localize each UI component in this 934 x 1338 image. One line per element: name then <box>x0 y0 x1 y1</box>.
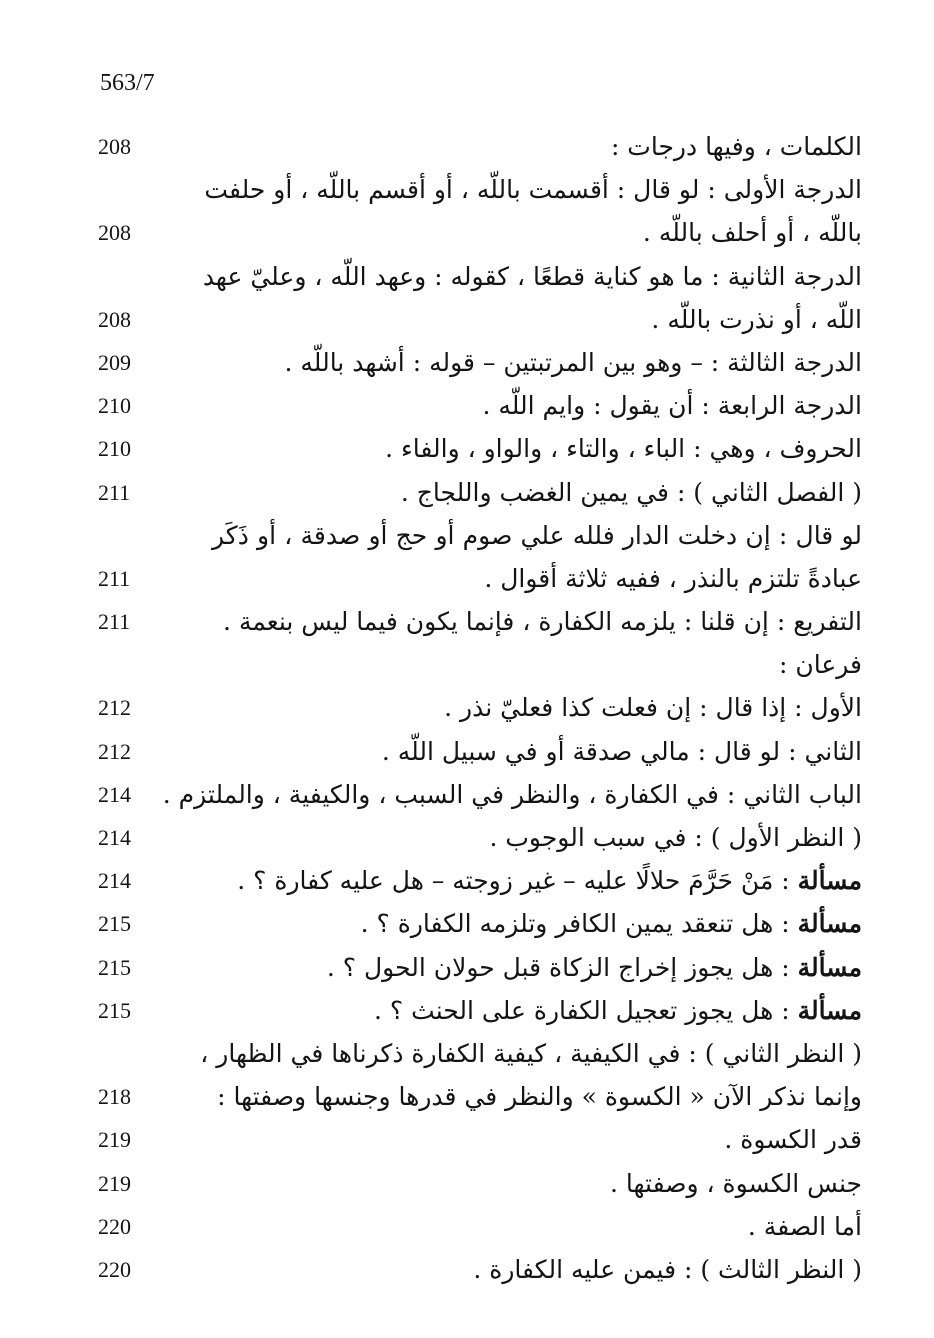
toc-line <box>0 169 934 212</box>
page-number: 211 <box>98 479 131 505</box>
page-number: 220 <box>98 1213 131 1239</box>
issue-label: مسألة <box>797 909 862 939</box>
toc-line <box>0 644 934 687</box>
toc-line <box>0 256 934 299</box>
toc-line <box>0 990 934 1033</box>
page-number: 211 <box>98 609 131 635</box>
page-number: 215 <box>98 911 131 937</box>
toc-line <box>0 687 934 730</box>
issue-label: مسألة <box>797 995 862 1025</box>
issue-text: : مَنْ حَرَّمَ حلالًا عليه – غير زوجته – هل عليه كفارة ؟ . <box>237 866 798 896</box>
toc-entry-text: الثاني : لو قال : مالي صدقة أو في سبيل اللّه . <box>381 736 862 766</box>
toc-entry-text: أما الصفة . <box>747 1211 862 1241</box>
toc-line <box>0 515 934 558</box>
toc-entry-text: الحروف ، وهي : الباء ، والتاء ، والواو ، والفاء . <box>385 434 862 464</box>
page-number: 212 <box>98 738 131 764</box>
toc-line <box>0 385 934 428</box>
toc-line <box>0 299 934 342</box>
toc-entry-text <box>212 864 862 898</box>
toc-line <box>0 1163 934 1206</box>
page-number: 208 <box>98 220 131 246</box>
toc-line <box>0 212 934 255</box>
page-number: 212 <box>98 695 131 721</box>
page-number: 220 <box>98 1256 131 1282</box>
toc-line <box>0 1249 934 1292</box>
toc-entry-text: ( النظر الأول ) : في سبب الوجوب . <box>489 823 862 852</box>
toc-entry-text <box>212 994 862 1028</box>
page-number: 219 <box>98 1127 131 1153</box>
page-number: 215 <box>98 954 131 980</box>
toc-entry-text: الدرجة الثانية : ما هو كناية قطعًا ، كقوله : وعهد اللّه ، وعليّ عهد <box>202 261 862 291</box>
toc-entry-text: الدرجة الأولى : لو قال : أقسمت باللّه ، أو أقسم باللّه ، أو حلفت <box>204 175 862 205</box>
toc-entry-text: ( الفصل الثاني ) : في يمين الغضب واللجاج . <box>400 477 862 507</box>
issue-label: مسألة <box>797 952 862 982</box>
toc-entry-text <box>212 951 862 985</box>
toc-entry-text: الأول : إذا قال : إن فعلت كذا فعليّ نذر . <box>444 693 862 723</box>
toc-entry-text: وإنما نذكر الآن « الكسوة » والنظر في قدرها وجنسها وصفتها : <box>217 1082 862 1112</box>
toc-entry-text: ( النظر الثالث ) : فيمن عليه الكفارة . <box>473 1254 862 1284</box>
toc-line <box>0 472 934 515</box>
toc-entry-text: جنس الكسوة ، وصفتها . <box>610 1168 862 1198</box>
toc-entry-text <box>212 907 862 941</box>
toc-entry-text: عبادةً تلتزم بالنذر ، ففيه ثلاثة أقوال . <box>484 563 862 593</box>
toc-entry-text: قدر الكسوة . <box>724 1125 862 1155</box>
toc-line <box>0 558 934 601</box>
page-reference: 563/7 <box>100 70 155 96</box>
page-number: 214 <box>98 781 131 807</box>
toc-entry-text: الدرجة الرابعة : أن يقول : وايم اللّه . <box>482 391 862 421</box>
page-number: 214 <box>98 868 131 894</box>
issue-text: : هل تنعقد يمين الكافر وتلزمه الكفارة ؟ . <box>360 909 798 939</box>
page-number: 210 <box>98 393 131 419</box>
toc-line <box>0 774 934 817</box>
toc-entry-text: التفريع : إن قلنا : يلزمه الكفارة ، فإنما يكون فيما ليس بنعمة . <box>223 607 862 637</box>
page-number: 219 <box>98 1170 131 1196</box>
page-number: 208 <box>98 306 131 332</box>
toc-line <box>0 601 934 644</box>
toc-line <box>0 903 934 946</box>
toc-entry-text: باللّه ، أو أحلف باللّه . <box>642 218 862 248</box>
toc-entry-text: لو قال : إن دخلت الدار فلله علي صوم أو حج أو صدقة ، أو ذَكَر <box>212 520 862 550</box>
toc-line <box>0 1206 934 1249</box>
page-number: 210 <box>98 436 131 462</box>
toc-entry-text: الباب الثاني : في الكفارة ، والنظر في السبب ، والكيفية ، والملتزم . <box>162 779 862 809</box>
toc-entry-text: اللّه ، أو نذرت باللّه . <box>651 304 862 334</box>
toc-entry-text: الدرجة الثالثة : – وهو بين المرتبتين – قوله : أشهد باللّه . <box>284 347 862 377</box>
toc-line <box>0 860 934 903</box>
toc-line <box>0 817 934 860</box>
page-number: 218 <box>98 1084 131 1110</box>
toc-line <box>0 1076 934 1119</box>
toc-line <box>0 1119 934 1162</box>
table-of-contents <box>0 126 934 1292</box>
issue-label: مسألة <box>797 866 862 896</box>
toc-entry-text: الكلمات ، وفيها درجات : <box>610 132 862 161</box>
page-number: 209 <box>98 349 131 375</box>
toc-line <box>0 1033 934 1076</box>
toc-entry-text: فرعان : <box>778 650 862 680</box>
issue-text: : هل يجوز تعجيل الكفارة على الحنث ؟ . <box>374 995 798 1025</box>
toc-line <box>0 342 934 385</box>
page-number: 211 <box>98 565 131 591</box>
toc-line <box>0 731 934 774</box>
page-number: 208 <box>98 134 131 159</box>
toc-line <box>0 126 934 169</box>
toc-line <box>0 947 934 990</box>
toc-line <box>0 428 934 471</box>
toc-entry-text: ( النظر الثاني ) : في الكيفية ، كيفية الكفارة ذكرناها في الظهار ، <box>200 1038 862 1068</box>
page-number: 214 <box>98 825 131 850</box>
page-number: 215 <box>98 997 131 1023</box>
issue-text: : هل يجوز إخراج الزكاة قبل حولان الحول ؟ . <box>326 952 798 982</box>
